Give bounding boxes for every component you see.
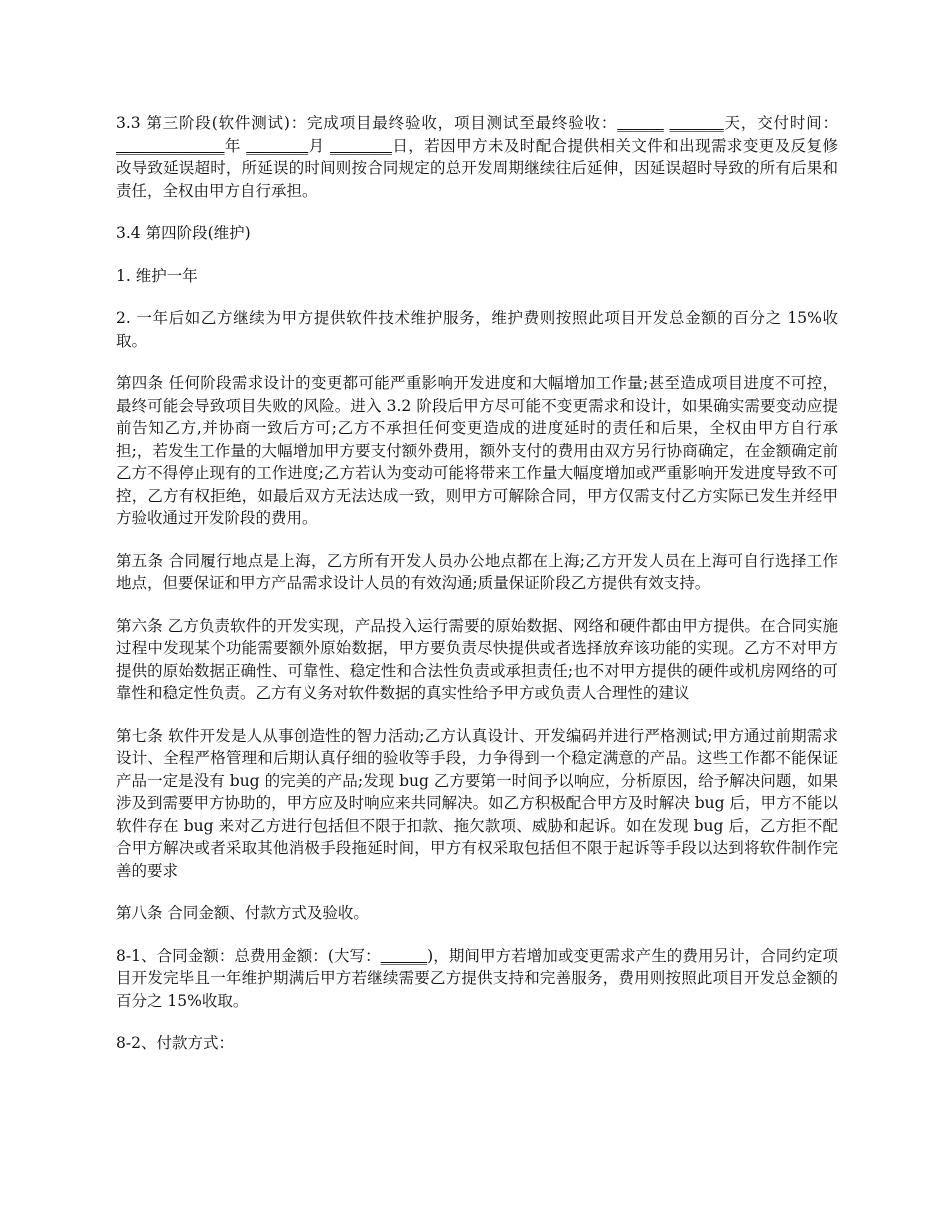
text-segment: 月 (308, 136, 330, 155)
text-segment: )，期间甲方若增加或变更需求产生的费用另计，合同约定项目开发完毕且一年维护期满后甲方若继续需要乙方提供支持和完善服务，费用则按照此项目开发总金额的百分之 15%收取。 (116, 946, 838, 1010)
paragraph-article-7: 第七条 软件开发是人从事创造性的智力活动;乙方认真设计、开发编码并进行严格测试;甲方通过前期需求设计、全程严格管理和后期认真仔细的验收等手段，力争得到一个稳定满意的产品。这些工作都不能保证产品一定是没有 bug 的完美的产品;发现 bug 乙方要第一时间予以响应，分析原因，给予解决问题，如果涉及到需要甲方协助的，甲方应及时响应来共同解决。如乙方积极配合甲方及时解决 bug 后，甲方不能以软件存在 bug 来对乙方进行包括但不限于扣款、拖欠款项、威胁和起诉。如在发现 bug 后，乙方拒不配合甲方解决或者采取其他消极手段拖延时间，甲方有权采取包括但不限于起诉等手段以达到将软件制作完善的要求 (116, 726, 838, 880)
paragraph-article-4: 第四条 任何阶段需求设计的变更都可能严重影响开发进度和大幅增加工作量;甚至造成项目进度不可控，最终可能会导致项目失败的风险。进入 3.2 阶段后甲方尽可能不变更需求和设计，如果确实需要变动应提前告知乙方,并协商一致后方可;乙方不承担任何变更造成的进度延时的责任和后果，全权由甲方自行承担;，若发生工作量的大幅增加甲方要支付额外费用，额外支付的费用由双方另行协商确定，在金额确定前乙方不得停止现有的工作进度;乙方若认为变动可能将带来工作量大幅度增加或严重影响开发进度导致不可控，乙方有权拒绝，如最后双方无法达成一致，则甲方可解除合同，甲方仅需支付乙方实际已发生并经甲方验收通过开发阶段的费用。 (116, 374, 838, 527)
text-segment: 3.3 第三阶段(软件测试)：完成项目最终验收，项目测试至最终验收： (116, 114, 618, 132)
text-segment: 日，若因甲方未及时配合提供相关文件和出现需求变更及反复修改导致延误超时，所延误的时间则按合同规定的总开发周期继续往后延伸，因延误超时导致的所有后果和责任，全权由甲方自行承担。 (116, 136, 838, 200)
blank-line: ________ (246, 136, 309, 155)
paragraph-article-8: 第八条 合同金额、付款方式及验收。 (116, 904, 369, 922)
text-segment: 8-1、合同金额：总费用金额：(大写： (116, 946, 381, 965)
paragraph-3-4-heading: 3.4 第四阶段(维护) (116, 224, 251, 242)
text-segment: 天，交付时间： (723, 114, 838, 132)
paragraph-8-1-contract-amount (116, 945, 838, 1013)
paragraph-3-3-testing-phase (116, 112, 838, 202)
blank-line: ________ (329, 136, 392, 155)
blank-line: ______ (380, 946, 428, 965)
paragraph-maintenance-item-1: 1. 维护一年 (116, 266, 198, 285)
paragraph-article-6: 第六条 乙方负责软件的开发实现，产品投入运行需要的原始数据、网络和硬件都由甲方提供。在合同实施过程中发现某个功能需要额外原始数据，甲方要负责尽快提供或者选择放弃该功能的实现。乙方不对甲方提供的原始数据正确性、可靠性、稳定性和合法性负责或承担责任;也不对甲方提供的硬件或机房网络的可靠性和稳定性负责。乙方有义务对软件数据的真实性给予甲方或负责人合理性的建议 (116, 616, 838, 702)
paragraph-8-2-payment-method: 8-2、付款方式： (116, 1034, 234, 1052)
text-segment: 年 (224, 136, 247, 155)
blank-line: _______ (669, 114, 724, 132)
paragraph-maintenance-item-2: 2. 一年后如乙方继续为甲方提供软件技术维护服务，维护费则按照此项目开发总金额的百分之 15%收取。 (116, 309, 838, 350)
blank-line: ______________ (116, 136, 225, 155)
document-page (116, 112, 838, 1075)
paragraph-article-5: 第五条 合同履行地点是上海，乙方所有开发人员办公地点都在上海;乙方开发人员在上海可自行选择工作地点，但要保证和甲方产品需求设计人员的有效沟通;质量保证阶段乙方提供有效支持。 (116, 551, 838, 592)
blank-line: ______ (617, 114, 664, 132)
